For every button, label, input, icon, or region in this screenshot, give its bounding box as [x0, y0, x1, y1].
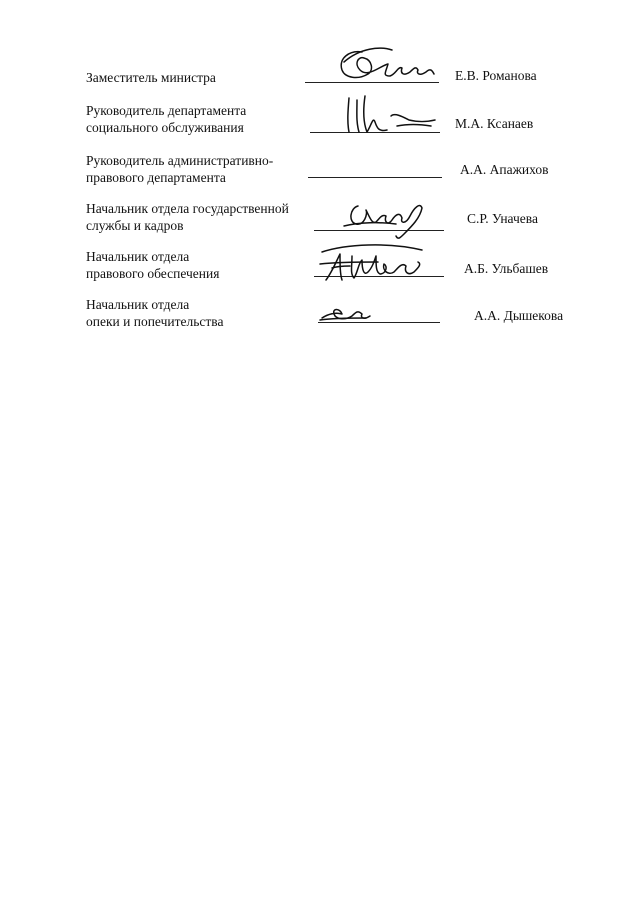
handwritten-signature [340, 196, 430, 242]
signatory-position [86, 200, 289, 234]
position-line: правового обеспечения [86, 266, 220, 281]
signatory-position [86, 69, 216, 86]
handwritten-signature [318, 300, 378, 328]
signatory-name: А.Б. Ульбашев [464, 261, 549, 276]
position-line: социального обслуживания [86, 120, 244, 135]
position-line: Начальник отдела государственной [86, 201, 289, 216]
signatory-row-unacheva [0, 190, 640, 240]
signature-line [308, 177, 442, 178]
signatory-row-romanova [0, 40, 640, 90]
position-line: Начальник отдела [86, 249, 190, 264]
signatory-position [86, 248, 219, 282]
signatory-position [86, 102, 246, 136]
position-line: службы и кадров [86, 218, 184, 233]
position-line: Руководитель департамента [86, 103, 247, 118]
signatory-name: С.Р. Уначева [467, 211, 538, 226]
signatory-name: Е.В. Романова [455, 68, 537, 83]
signatory-row-ksanaev [0, 90, 640, 140]
signatory-position [86, 296, 223, 330]
position-line: Руководитель административно- [86, 153, 274, 168]
signatory-position [86, 152, 273, 186]
position-line: опеки и попечительства [86, 314, 224, 329]
handwritten-signature [330, 40, 440, 90]
signatory-name: А.А. Апажихов [460, 162, 549, 177]
signatory-row-apazhikhov [0, 140, 640, 190]
position-line: Заместитель министра [86, 70, 216, 85]
signatory-name: М.А. Ксанаев [455, 116, 534, 131]
handwritten-signature [335, 92, 440, 140]
handwritten-signature [318, 242, 433, 286]
position-line: Начальник отдела [86, 297, 190, 312]
signatory-row-ulbashev [0, 240, 640, 290]
signatory-name: А.А. Дышекова [474, 308, 564, 323]
position-line: правового департамента [86, 170, 226, 185]
signatory-row-dyshekova [0, 290, 640, 340]
